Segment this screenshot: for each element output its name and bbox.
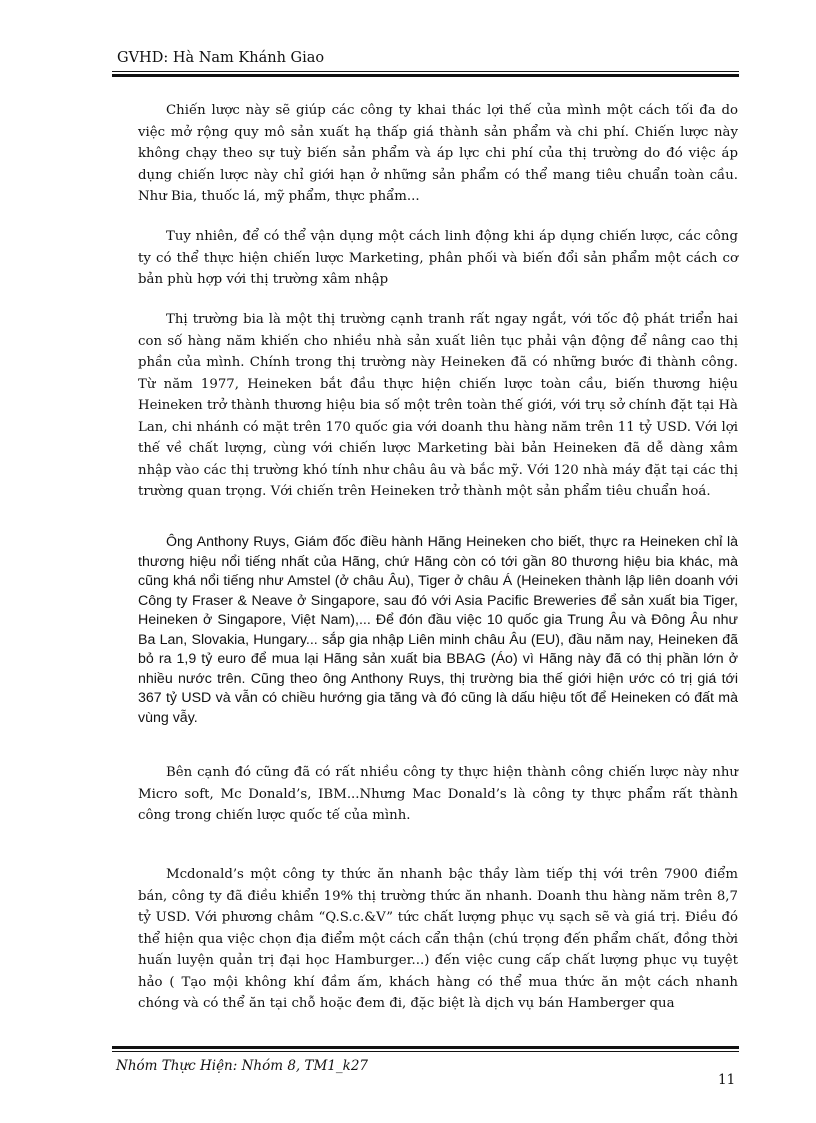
footer-rule-thin — [112, 1051, 739, 1052]
paragraph-strategy-intro: Chiến lược này sẽ giúp các công ty khai thác lợi thế của mình một cách tối đa do việc mở rộng quy mô sản xuất hạ thấp giá thành sản phẩm và chi phí. Chiến lược này không chạy theo sự tuỳ biến sản phẩm và áp lực chi phí của thị trường do đó việc áp dụng chiến lược này chỉ giới hạn ở những sản phẩm có thể mang tiêu chuẩn toàn cầu. Như Bia, thuốc lá, mỹ phẩm, thực phẩm... — [138, 103, 738, 204]
page-header: GVHD: Hà Nam Khánh Giao — [117, 50, 325, 66]
paragraph-anthony-ruys: Ông Anthony Ruys, Giám đốc điều hành Hãng Heineken cho biết, thực ra Heineken chỉ là thương hiệu nổi tiếng nhất của Hãng, chứ Hãng còn có tới gần 80 thương hiệu bia khác, mà cũng khá nổi tiếng như Amstel (ở châu Âu), Tiger ở châu Á (Heineken thành lập liên doanh với Công ty Fraser & Neave ở Singapore, sau đó với Asia Pacific Breweries để sản xuất bia Tiger, Heineken ở Singapore, Việt Nam),... Để đón đầu việc 10 quốc gia Trung Âu và Đông Âu như Ba Lan, Slovakia, Hungary... sắp gia nhập Liên minh châu Âu (EU), đầu năm nay, Heineken đã bỏ ra 1,9 tỷ euro để mua lại Hãng sản xuất bia BBAG (Áo) vì Hãng này đã có thị phần lớn ở nhiều nước trên. Cũng theo ông Anthony Ruys, thị trường bia thế giới hiện ước có trị giá tới 367 tỷ USD và vẫn có chiều hướng gia tăng và đó cũng là dấu hiệu tốt để Heineken có đất mà vùng vẫy. — [138, 534, 738, 726]
paragraph-mcdonalds: Mcdonald’s một công ty thức ăn nhanh bậc thầy làm tiếp thị với trên 7900 điểm bán, công ty đã điều khiển 19% thị trường thức ăn nhanh. Doanh thu hàng năm trên 8,7 tỷ USD. Với phương châm “Q.S.c.&V” tức chất lượng phục vụ sạch sẽ và giá trị. Điều đó thể hiện qua việc chọn địa điểm một cách cẩn thận (chú trọng đến phẩm chất, đồng thời huấn luyện quản trị đại học Hamburger...) đến việc cung cấp chất lượng phục vụ tuyệt hảo ( Tạo mội không khí đầm ấm, khách hàng có thể mua thức ăn một cách nhanh chóng và có thể ăn tại chỗ hoặc đem đi, đặc biệt là dịch vụ bán Hamberger qua — [138, 867, 738, 1011]
header-rule-thin — [112, 71, 739, 72]
paragraph-beer-market: Thị trường bia là một thị trường cạnh tranh rất ngay ngắt, với tốc độ phát triển hai con số hàng năm khiến cho nhiều nhà sản xuất liên tục phải vận động để nâng cao thị phần của mình. Chính trong thị trường này Heineken đã có những bước đi thành công. Từ năm 1977, Heineken bắt đầu thực hiện chiến lược toàn cầu, biến thương hiệu Heineken trở thành thương hiệu bia số một trên toàn thế giới, với trụ sở chính đặt tại Hà Lan, chi nhánh có mặt trên 170 quốc gia với doanh thu hàng năm trên 11 tỷ USD. Với lợi thế về chất lượng, cùng với chiến lược Marketing bài bản Heineken đã dễ dàng xâm nhập vào các thị trường khó tính như châu âu và bắc mỹ. Với 120 nhà máy đặt tại các thị trường quan trọng. Với chiến trên Heineken trở thành một sản phẩm tiêu chuẩn hoá. — [138, 312, 738, 499]
paragraph-other-companies: Bên cạnh đó cũng đã có rất nhiều công ty thực hiện thành công chiến lược này như Micro soft, Mc Donald’s, IBM...Nhưng Mac Donald’s là công ty thực phẩm rất thành công trong chiến lược quốc tế của mình. — [138, 765, 738, 823]
paragraph-flexible-application: Tuy nhiên, để có thể vận dụng một cách linh động khi áp dụng chiến lược, các công ty có thể thực hiện chiến lược Marketing, phân phối và biến đổi sản phẩm một cách cơ bản phù hợp với thị trường xâm nhập — [138, 229, 738, 287]
page-number: 11 — [718, 1072, 736, 1088]
page-footer: Nhóm Thực Hiện: Nhóm 8, TM1_k27 — [116, 1058, 369, 1074]
header-rule-thick — [112, 74, 739, 77]
footer-rule-thick — [112, 1046, 739, 1049]
